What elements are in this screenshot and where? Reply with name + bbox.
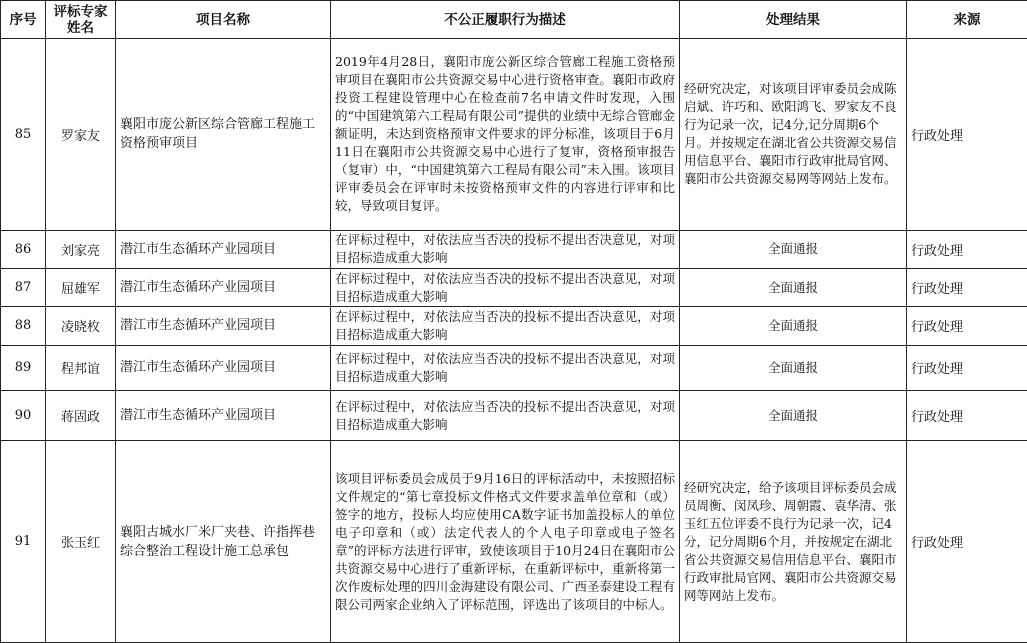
row-conduct-description: 在评标过程中，对依法应当否决的投标不提出否决意见，对项目招标造成重大影响 xyxy=(331,230,680,268)
row-seq: 90 xyxy=(1,390,46,440)
header-project-name: 项目名称 xyxy=(116,1,331,39)
header-expert-name: 评标专家姓名 xyxy=(46,1,116,39)
row-conduct-description: 在评标过程中，对依法应当否决的投标不提出否决意见，对项目招标造成重大影响 xyxy=(331,390,680,440)
row-seq: 85 xyxy=(1,39,46,231)
table-row xyxy=(1,390,1027,440)
row-conduct-description: 该项目评标委员会成员于9月16日的评标活动中，未按照招标文件规定的“第七章投标文件格式文件要求盖单位章和（或）签字的地方，投标人均应使用CA数字证书加盖投标人的单位电子印章和（或）法定代表人的个人电子印章或电子签名章”的评标方法进行评审，致使该项目于10月24日在襄阳市公共资源交易中心进行了重新评标，在重新评标中，重新将第一次作废标处理的四川金海建设有限公司、广西圣泰建设工程有限公司两家企业纳入了评标范围，评选出了该项目的中标人。 xyxy=(331,441,680,643)
row-expert-name: 屈雄军 xyxy=(46,268,116,306)
table-row xyxy=(1,230,1027,268)
row-handling-result: 全面通报 xyxy=(680,230,907,268)
table-row xyxy=(1,345,1027,390)
row-handling-result: 全面通报 xyxy=(680,307,907,345)
row-source: 行政处理 xyxy=(907,307,1027,345)
row-source: 行政处理 xyxy=(907,345,1027,390)
row-project-name: 潜江市生态循环产业园项目 xyxy=(116,230,331,268)
row-expert-name: 蒋固政 xyxy=(46,390,116,440)
row-handling-result: 全面通报 xyxy=(680,268,907,306)
row-expert-name: 张玉红 xyxy=(46,441,116,643)
row-handling-result: 全面通报 xyxy=(680,345,907,390)
row-project-name: 襄阳古城水厂米厂夹巷、许指挥巷综合整治工程设计施工总承包 xyxy=(116,441,331,643)
header-source: 来源 xyxy=(907,1,1027,39)
row-seq: 87 xyxy=(1,268,46,306)
table-header xyxy=(1,1,1027,39)
row-project-name: 潜江市生态循环产业园项目 xyxy=(116,307,331,345)
row-expert-name: 罗家友 xyxy=(46,39,116,231)
row-project-name: 潜江市生态循环产业园项目 xyxy=(116,345,331,390)
row-conduct-description: 在评标过程中，对依法应当否决的投标不提出否决意见，对项目招标造成重大影响 xyxy=(331,307,680,345)
row-expert-name: 刘家亮 xyxy=(46,230,116,268)
row-handling-result: 全面通报 xyxy=(680,390,907,440)
table-body xyxy=(1,39,1027,643)
header-seq: 序号 xyxy=(1,1,46,39)
row-project-name: 潜江市生态循环产业园项目 xyxy=(116,390,331,440)
row-handling-result: 经研究决定，给予该项目评标委员会成员周衡、闵凤珍、周朝霞、袁华清、张玉红五位评委不良行为记录一次，记4分，记分周期6个月，并按规定在湖北省公共资源交易信用信息平台、襄阳市行政审批局官网、襄阳市公共资源交易网等网站上发布。 xyxy=(680,441,907,643)
table-row xyxy=(1,441,1027,643)
row-project-name: 潜江市生态循环产业园项目 xyxy=(116,268,331,306)
row-seq: 88 xyxy=(1,307,46,345)
row-project-name: 襄阳市庞公新区综合管廊工程施工资格预审项目 xyxy=(116,39,331,231)
row-expert-name: 凌晓枚 xyxy=(46,307,116,345)
row-conduct-description: 在评标过程中，对依法应当否决的投标不提出否决意见，对项目招标造成重大影响 xyxy=(331,345,680,390)
header-row xyxy=(1,1,1027,39)
header-handling-result: 处理结果 xyxy=(680,1,907,39)
row-handling-result: 经研究决定，对该项目评审委员会成陈启斌、许巧和、欧阳鸿飞、罗家友不良行为记录一次，记4分,记分周期6个月。并按规定在湖北省公共资源交易信用信息平台、襄阳市行政审批局官网、襄阳市公共资源交易网等网站上发布。 xyxy=(680,39,907,231)
header-conduct-description: 不公正履职行为描述 xyxy=(331,1,680,39)
row-seq: 91 xyxy=(1,441,46,643)
row-conduct-description: 2019年4月28日，襄阳市庞公新区综合管廊工程施工资格预审项目在襄阳市公共资源交易中心进行资格审查。襄阳市政府投资工程建设管理中心在检查前7名申请文件时发现，入围的“中国建筑第六工程局有限公司”提供的业绩中无综合管廊金额证明，未达到资格预审文件要求的评分标准，该项目于6月11日在襄阳市公共资源交易中心进行了复审，资格预审报告（复审）中，“中国建筑第六工程局有限公司”未入围。该项目评审委员会在评审时未按资格预审文件的内容进行评审和比较，导致项目复评。 xyxy=(331,39,680,231)
row-seq: 86 xyxy=(1,230,46,268)
row-source: 行政处理 xyxy=(907,39,1027,231)
table-row xyxy=(1,307,1027,345)
table-row xyxy=(1,268,1027,306)
row-source: 行政处理 xyxy=(907,230,1027,268)
table-row xyxy=(1,39,1027,231)
row-source: 行政处理 xyxy=(907,441,1027,643)
row-source: 行政处理 xyxy=(907,268,1027,306)
row-expert-name: 程邦谊 xyxy=(46,345,116,390)
row-conduct-description: 在评标过程中，对依法应当否决的投标不提出否决意见，对项目招标造成重大影响 xyxy=(331,268,680,306)
row-seq: 89 xyxy=(1,345,46,390)
row-source: 行政处理 xyxy=(907,390,1027,440)
